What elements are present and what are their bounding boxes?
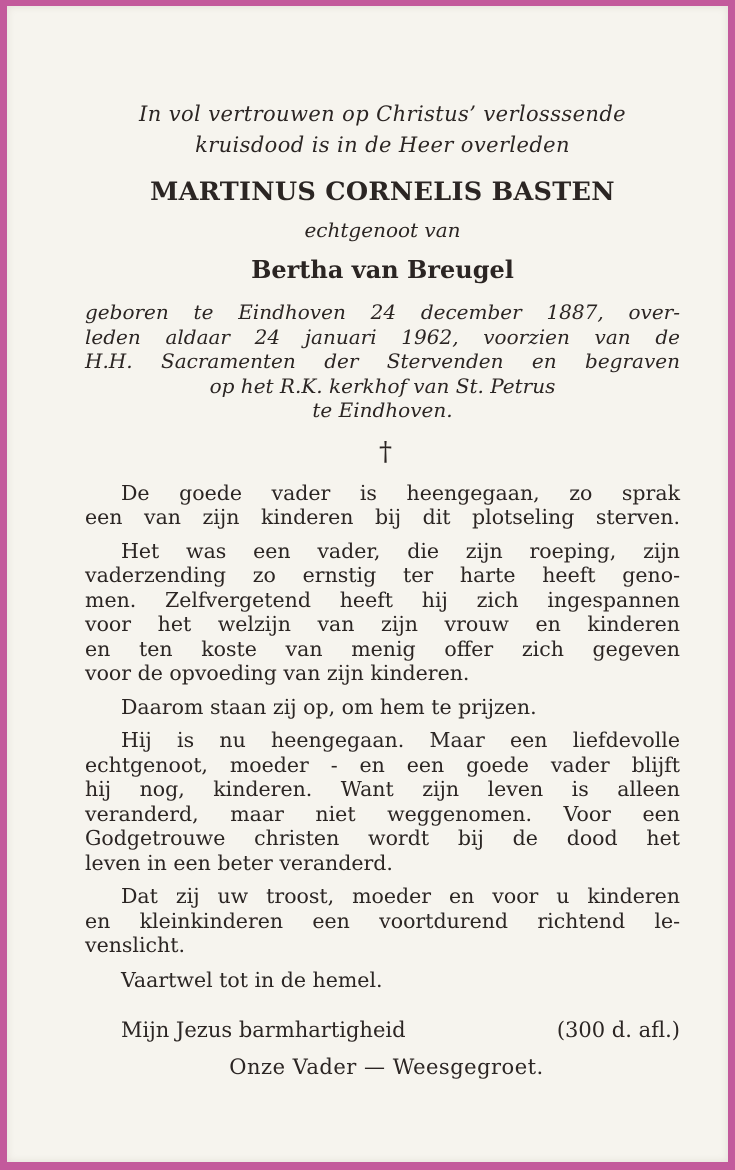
intro-line-1: In vol vertrouwen op Christus’ verlosssende bbox=[139, 102, 626, 126]
paragraph-line: Dat zij uw troost, moeder en voor u kinderen bbox=[121, 884, 680, 908]
bio-line: te Eindhoven. bbox=[312, 398, 453, 422]
paragraph-line: voor het welzijn van zijn vrouw en kinderen bbox=[85, 612, 680, 636]
intro-text bbox=[85, 99, 680, 161]
paragraph-line: voor de opvoeding van zijn kinderen. bbox=[85, 661, 470, 685]
paragraph-line: De goede vader is heengegaan, zo sprak bbox=[121, 480, 680, 505]
paragraph-line: Het was een vader, die zijn roeping, zijn bbox=[121, 538, 680, 563]
paragraph bbox=[85, 884, 680, 958]
paragraph-line: Hij is nu heengegaan. Maar een liefdevolle bbox=[121, 728, 680, 752]
indulgence-text: (300 d. afl.) bbox=[556, 1018, 680, 1042]
paragraph-line: Godgetrouwe christen wordt bij de dood het bbox=[85, 826, 680, 850]
paragraph bbox=[85, 968, 680, 993]
paragraph-line: echtgenoot, moeder - en een goede vader blijft bbox=[85, 752, 680, 777]
prayer-text: Mijn Jezus barmhartigheid bbox=[121, 1018, 406, 1042]
paragraph-line: Daarom staan zij op, om hem te prijzen. bbox=[121, 694, 537, 719]
deceased-name: MARTINUS CORNELIS BASTEN bbox=[150, 177, 615, 207]
paragraph-line: venslicht. bbox=[85, 933, 185, 957]
spouse-name: Bertha van Breugel bbox=[251, 255, 514, 284]
paragraph-line: men. Zelfvergetend heeft hij zich ingespannen bbox=[85, 587, 680, 612]
cross-icon: † bbox=[379, 436, 392, 467]
card-content bbox=[85, 99, 680, 1081]
bio-line: geboren te Eindhoven 24 december 1887, over- bbox=[85, 300, 680, 324]
prayer-line bbox=[85, 1016, 680, 1044]
bio-line: H.H. Sacramenten der Stervenden en begraven bbox=[85, 349, 680, 373]
paragraph bbox=[85, 539, 680, 686]
paragraph bbox=[85, 728, 680, 875]
paragraph-line: en kleinkinderen een voortdurend richtend le- bbox=[85, 908, 680, 933]
relation-text: echtgenoot van bbox=[304, 218, 461, 242]
paragraph-line: leven in een beter veranderd. bbox=[85, 850, 393, 875]
bio-line: op het R.K. kerkhof van St. Petrus bbox=[209, 373, 556, 398]
paragraph-line: en ten koste van menig offer zich gegeven bbox=[85, 636, 680, 661]
biography bbox=[85, 300, 680, 423]
memorial-card bbox=[7, 6, 728, 1162]
paragraph-line: Vaartwel tot in de hemel. bbox=[121, 967, 383, 992]
intro-line-2: kruisdood is in de Heer overleden bbox=[195, 133, 570, 157]
paragraph-line: vaderzending zo ernstig ter harte heeft geno- bbox=[85, 563, 680, 587]
paragraph bbox=[85, 481, 680, 530]
bio-line: leden aldaar 24 januari 1962, voorzien van de bbox=[85, 324, 680, 349]
paragraph-line: een van zijn kinderen bij dit plotseling sterven. bbox=[85, 505, 680, 529]
paragraph-line: hij nog, kinderen. Want zijn leven is alleen bbox=[85, 777, 680, 801]
closing-prayers: Onze Vader — Weesgegroet. bbox=[229, 1055, 544, 1079]
paragraph bbox=[85, 695, 680, 720]
paragraph-line: veranderd, maar niet weggenomen. Voor een bbox=[85, 801, 680, 826]
